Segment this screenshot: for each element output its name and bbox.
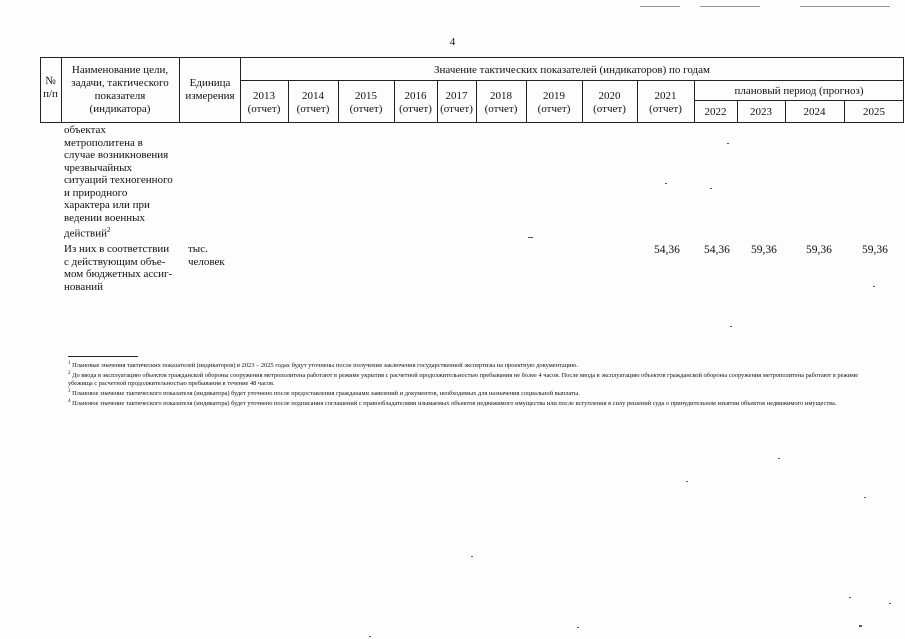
year-note: (отчет) [649, 102, 682, 115]
name-line: нований [64, 280, 103, 293]
name-line: ведении военных [64, 211, 146, 224]
scan-speck [859, 625, 862, 627]
scan-speck [873, 286, 875, 287]
value-2025: 59,36 [862, 244, 888, 256]
footnote-ref: 2 [107, 226, 111, 234]
footnote-3: $^3$ Плановое значение тактического показателя (индикатора) будет уточнено после предоставления гражданами заявлений и документов, необходимых для назначения социальной выплаты. [68, 389, 580, 398]
year-note: (отчет) [247, 102, 281, 115]
footnote-2: $^2$ До ввода в эксплуатацию объектов гражданской обороны сооружения метрополитена работают в режиме укрытия с расчетной продолжительностью пребывания не более 4 часов. После ввода в эксплуатацию объектов гражданской обороны сооружения метрополитена работают в режиме убежища с расчетной продолжительностью пребывания в течение 48 часов. [68, 371, 859, 388]
name-line: действий$^2$ [64, 226, 111, 240]
name-line: с действующим объе- [64, 255, 166, 268]
year-2013: 2013 [253, 90, 275, 102]
page-number: 4 [449, 36, 456, 48]
footnote-1: $^1$ Плановые значения тактических показателей (индикаторов) в 2023 – 2025 годах будут уточнены после получения заключения государственной экспертизы на проектную документацию. [68, 361, 578, 370]
scan-speck [577, 627, 579, 628]
year-2018: 2018 [490, 90, 512, 102]
scan-speck [528, 237, 533, 238]
num-label-2: п/п [43, 87, 58, 100]
year-2016: 2016 [404, 90, 427, 102]
year-note: (отчет) [399, 102, 432, 115]
year-note: (отчет) [440, 102, 473, 115]
name-line: случае возникновения [64, 149, 169, 161]
year-2015: 2015 [355, 90, 377, 102]
row-name [64, 243, 179, 293]
scan-top-line [800, 6, 890, 7]
scan-speck [730, 326, 732, 327]
table-header [40, 57, 904, 123]
year-2022: 2022 [704, 106, 727, 118]
value-2024: 59,36 [806, 244, 832, 256]
scan-speck [369, 636, 371, 637]
name-line: характера или при [64, 199, 150, 211]
scan-speck [727, 143, 729, 144]
name-line: Из них в соответствии [64, 243, 170, 255]
year-note: (отчет) [484, 102, 518, 115]
scan-speck [864, 497, 866, 498]
unit-line: человек [188, 255, 225, 268]
name-header: Наименование цели, задачи, тактического показателя (индикатора) [71, 64, 169, 115]
name-line: мом бюджетных ассиг- [64, 268, 173, 280]
row-unit [188, 243, 243, 268]
group-header: Значение тактических показателей (индикаторов) по годам [434, 64, 710, 76]
scan-speck [889, 603, 891, 604]
name-line: метрополитена в [64, 136, 143, 149]
year-note: (отчет) [593, 102, 626, 115]
value-2022: 54,36 [704, 244, 730, 256]
year-2024: 2024 [803, 106, 826, 118]
name-line: ситуаций техногенного [64, 174, 173, 186]
num-label: № [45, 75, 56, 87]
scan-speck [710, 188, 712, 189]
value-2023: 59,36 [751, 244, 777, 256]
year-2025: 2025 [863, 106, 885, 118]
year-2017: 2017 [445, 90, 468, 102]
year-2019: 2019 [543, 90, 565, 102]
year-2021: 2021 [654, 90, 677, 102]
name-line: объектах [64, 124, 106, 136]
footnotes [68, 360, 874, 409]
footnote-rule [68, 356, 138, 357]
scan-speck [686, 481, 688, 482]
name-line: и природного [64, 186, 128, 199]
value-2021: 54,36 [654, 244, 680, 256]
year-note: (отчет) [537, 102, 571, 115]
plan-period-header: плановый период (прогноз) [734, 85, 864, 97]
scan-speck [849, 597, 851, 598]
scan-speck [665, 183, 667, 184]
year-2020: 2020 [598, 90, 621, 102]
unit-line: тыс. [188, 243, 208, 255]
scan-top-line [640, 6, 680, 7]
footnote-4: $^4$ Плановое значение тактического показателя (индикатора) будет уточнено после подписания соглашений с правообладателями изымаемых объектов недвижимого имущества или после вступления в силу решений суда о принудительном изъятии объектов недвижимого имущества. [68, 399, 837, 408]
unit-header: Единица измерения [185, 77, 235, 102]
year-note: (отчет) [296, 102, 330, 115]
year-2014: 2014 [302, 90, 324, 102]
scan-speck [778, 458, 780, 459]
year-note: (отчет) [349, 102, 383, 115]
scan-top-line [700, 6, 760, 7]
year-2023: 2023 [750, 106, 772, 118]
name-line: чрезвычайных [64, 161, 133, 174]
scan-speck [471, 556, 473, 557]
row-continued-name [64, 124, 179, 240]
